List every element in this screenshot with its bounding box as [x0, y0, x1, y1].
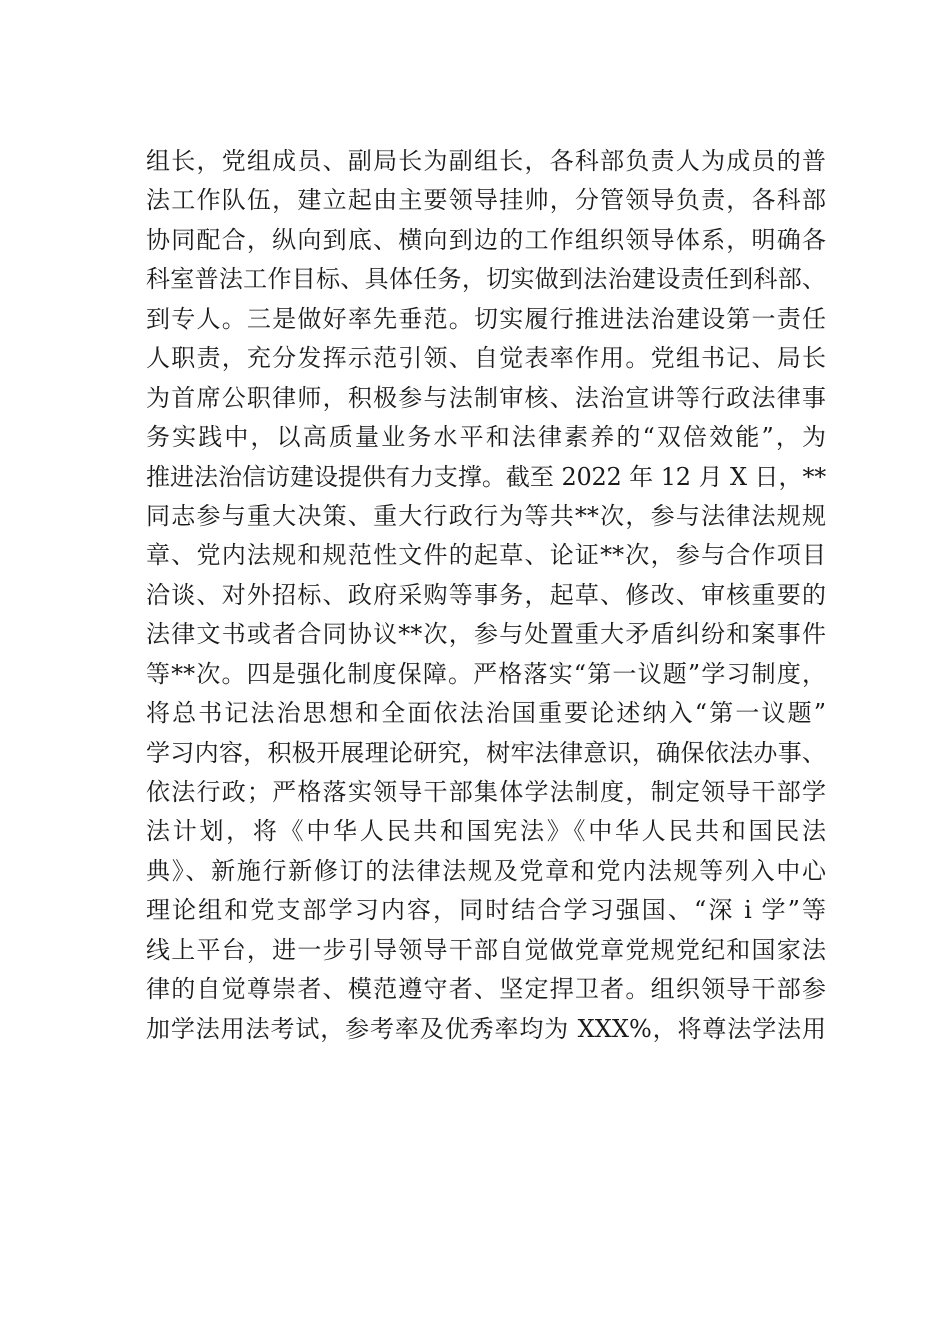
text-line: 组长，党组成员、副局长为副组长，各科部负责人为成员的普 [146, 147, 826, 175]
text-line: 典》、新施行新修订的法律法规及党章和党内法规等列入中心 [146, 856, 826, 885]
text-line: 洽谈、对外招标、政府采购等事务，起草、修改、审核重要的 [146, 580, 826, 609]
text-line: 法律文书或者合同协议**次，参与处置重大矛盾纠纷和案事件 [146, 620, 826, 649]
text-line: 将总书记法治思想和全面依法治国重要论述纳入“第一议题” [146, 699, 826, 728]
text-line: 科室普法工作目标、具体任务，切实做到法治建设责任到科部、 [146, 265, 826, 294]
text-line: 法工作队伍，建立起由主要领导挂帅，分管领导负责，各科部 [146, 186, 826, 215]
text-line: 务实践中，以高质量业务水平和法律素养的“双倍效能”，为 [146, 423, 826, 452]
text-line: 为首席公职律师，积极参与法制审核、法治宣讲等行政法律事 [146, 383, 826, 412]
text-line: 学习内容，积极开展理论研究，树牢法律意识，确保依法办事、 [146, 738, 826, 767]
text-line: 协同配合，纵向到底、横向到边的工作组织领导体系，明确各 [146, 225, 826, 254]
text-line: 同志参与重大决策、重大行政行为等共**次，参与法律法规规 [146, 501, 826, 530]
text-line: 律的自觉尊崇者、模范遵守者、坚定捍卫者。组织领导干部参 [146, 975, 826, 1004]
text-line: 依法行政；严格落实领导干部集体学法制度，制定领导干部学 [146, 778, 826, 806]
text-line: 章、党内法规和规范性文件的起草、论证**次，参与合作项目 [146, 541, 826, 570]
text-line: 加学法用法考试，参考率及优秀率均为 XXX%，将尊法学法用 [146, 1014, 826, 1043]
text-line: 人职责，充分发挥示范引领、自觉表率作用。党组书记、局长 [146, 344, 826, 373]
text-line: 到专人。三是做好率先垂范。切实履行推进法治建设第一责任 [146, 304, 826, 333]
text-line: 推进法治信访建设提供有力支撑。截至 2022 年 12 月 X 日，** [146, 462, 826, 491]
body-paragraph [146, 142, 826, 1049]
text-line: 法计划，将《中华人民共和国宪法》《中华人民共和国民法 [146, 817, 826, 846]
text-line: 理论组和党支部学习内容，同时结合学习强国、“深 i 学”等 [146, 896, 826, 925]
text-line: 等**次。四是强化制度保障。严格落实“第一议题”学习制度， [146, 659, 826, 688]
text-line: 线上平台，进一步引导领导干部自觉做党章党规党纪和国家法 [146, 935, 826, 964]
